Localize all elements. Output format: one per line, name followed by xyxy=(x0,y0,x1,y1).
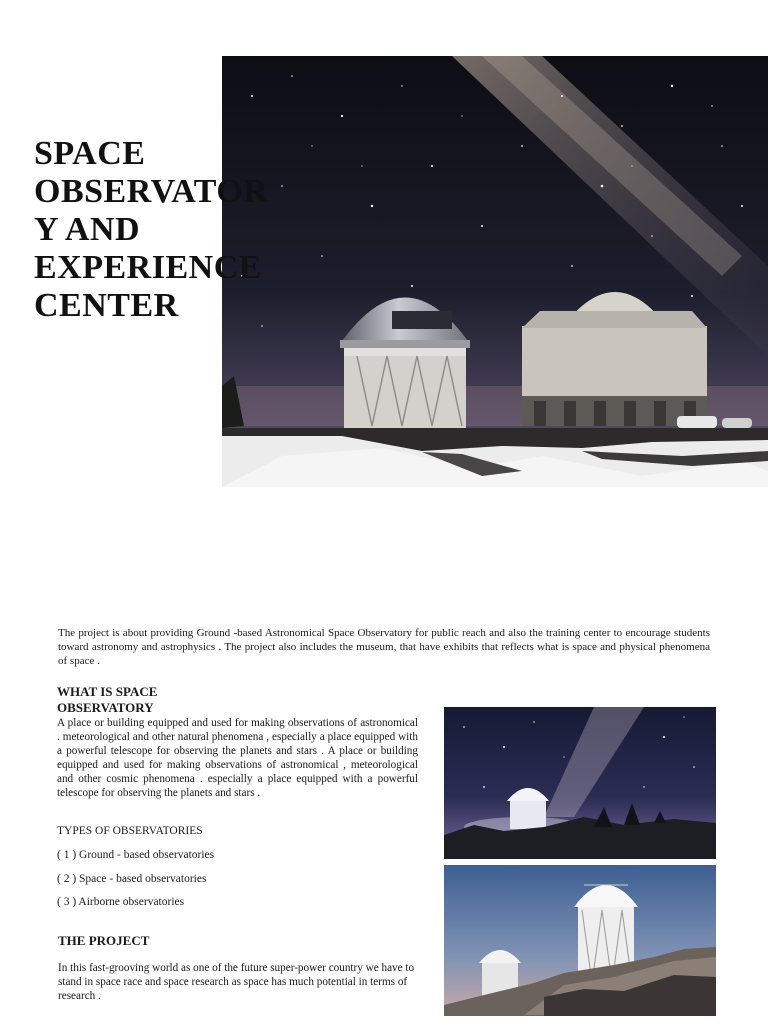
project-heading: THE PROJECT xyxy=(58,933,150,948)
list-item: ( 2 ) Space - based observatories xyxy=(57,872,207,885)
list-item: ( 1 ) Ground - based observatories xyxy=(57,849,215,861)
page-title: SPACE OBSERVATOR Y AND EXPERIENCE CENTER xyxy=(34,135,269,324)
intro-paragraph: The project is about providing Ground -based Astronomical Space Observatory for public reach and also the training center to encourage students toward astronomy and astrophysics . The project also includes the museum, that have exhibits that reflects what is space and physical phenomena of space . xyxy=(58,627,710,667)
what-is-heading: WHAT IS SPACE OBSERVATORY xyxy=(57,684,158,715)
twin-dome-photo xyxy=(444,865,716,1016)
hero-observatory-photo xyxy=(222,56,768,487)
list-item: ( 3 ) Airborne observatories xyxy=(57,896,185,908)
milky-way-dome-photo xyxy=(444,707,716,859)
project-paragraph: In this fast-grooving world as one of the future super-power country we have to stand in space race and space research as space has much potential in terms of research . xyxy=(58,962,415,1002)
types-heading: TYPES OF OBSERVATORIES xyxy=(57,825,203,837)
what-is-paragraph: A place or building equipped and used for making observations of astronomical . meteorological and other natural phenomena , especially a place equipped with a powerful telescope for observing the planets and stars . A place or building equipped and used for making observations of astronomical , meteorological and other cosmic phenomena . especially a place equipped with a powerful telescope for observing the planets and stars . xyxy=(57,717,418,799)
types-list xyxy=(57,848,214,919)
